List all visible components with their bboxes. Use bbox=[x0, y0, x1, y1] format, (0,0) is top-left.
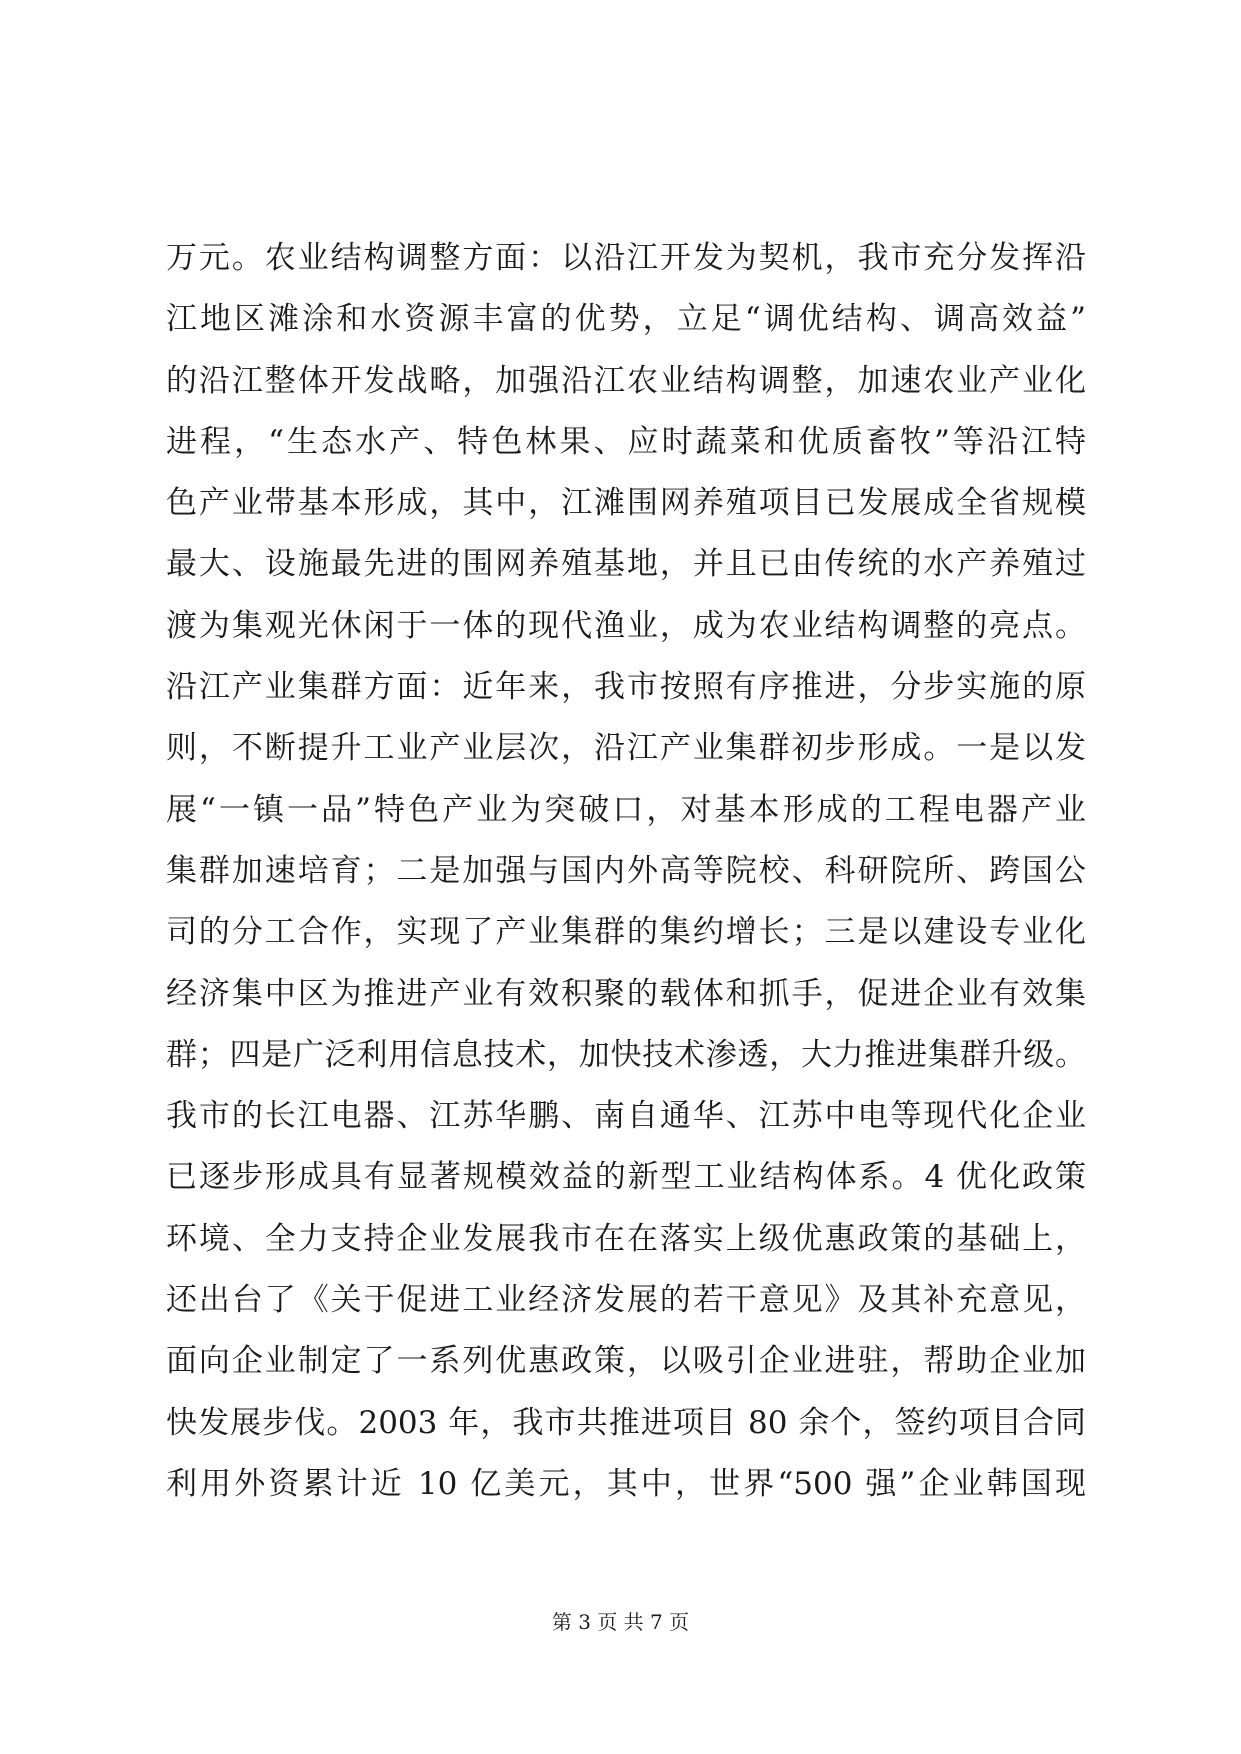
text-line: 万元。农业结构调整方面：以沿江开发为契机，我市充分发挥沿 bbox=[166, 240, 1086, 276]
text-line: 司的分工合作，实现了产业集群的集约增长；三是以建设专业化 bbox=[166, 914, 1086, 951]
text-line: 进程，“生态水产、特色林果、应时蔬菜和优质畜牧”等沿江特 bbox=[166, 423, 1086, 460]
text-line: 已逐步形成具有显著规模效益的新型工业结构体系。4 优化政策 bbox=[166, 1159, 1086, 1196]
text-line: 经济集中区为推进产业有效积聚的载体和抓手，促进企业有效集 bbox=[166, 975, 1086, 1012]
text-line: 还出台了《关于促进工业经济发展的若干意见》及其补充意见， bbox=[166, 1282, 1086, 1319]
text-line: 沿江产业集群方面：近年来，我市按照有序推进，分步实施的原 bbox=[166, 669, 1086, 706]
text-line: 最大、设施最先进的围网养殖基地，并且已由传统的水产养殖过 bbox=[166, 546, 1086, 583]
text-line: 的沿江整体开发战略，加强沿江农业结构调整，加速农业产业化 bbox=[166, 362, 1086, 399]
page-footer: 第 3 页 共 7 页 bbox=[551, 1610, 690, 1634]
text-line: 快发展步伐。2003 年，我市共推进项目 80 余个，签约项目合同 bbox=[166, 1404, 1086, 1441]
text-line: 渡为集观光休闲于一体的现代渔业，成为农业结构调整的亮点。 bbox=[166, 607, 1086, 644]
text-line: 环境、全力支持企业发展我市在在落实上级优惠政策的基础上， bbox=[166, 1220, 1086, 1257]
body-text bbox=[166, 228, 1086, 1515]
text-line: 面向企业制定了一系列优惠政策，以吸引企业进驻，帮助企业加 bbox=[166, 1343, 1086, 1380]
text-line: 色产业带基本形成，其中，江滩围网养殖项目已发展成全省规模 bbox=[166, 485, 1086, 522]
text-line: 则，不断提升工业产业层次，沿江产业集群初步形成。一是以发 bbox=[166, 730, 1086, 767]
text-line: 群；四是广泛利用信息技术，加快技术渗透，大力推进集群升级。 bbox=[166, 1036, 1086, 1073]
text-line: 利用外资累计近 10 亿美元，其中，世界“500 强”企业韩国现 bbox=[166, 1465, 1086, 1502]
text-line: 展“一镇一品”特色产业为突破口，对基本形成的工程电器产业 bbox=[166, 791, 1086, 828]
text-line: 集群加速培育；二是加强与国内外高等院校、科研院所、跨国公 bbox=[166, 852, 1086, 889]
text-line: 江地区滩涂和水资源丰富的优势，立足“调优结构、调高效益” bbox=[166, 301, 1086, 338]
text-line: 我市的长江电器、江苏华鹏、南自通华、江苏中电等现代化企业 bbox=[166, 1098, 1086, 1135]
